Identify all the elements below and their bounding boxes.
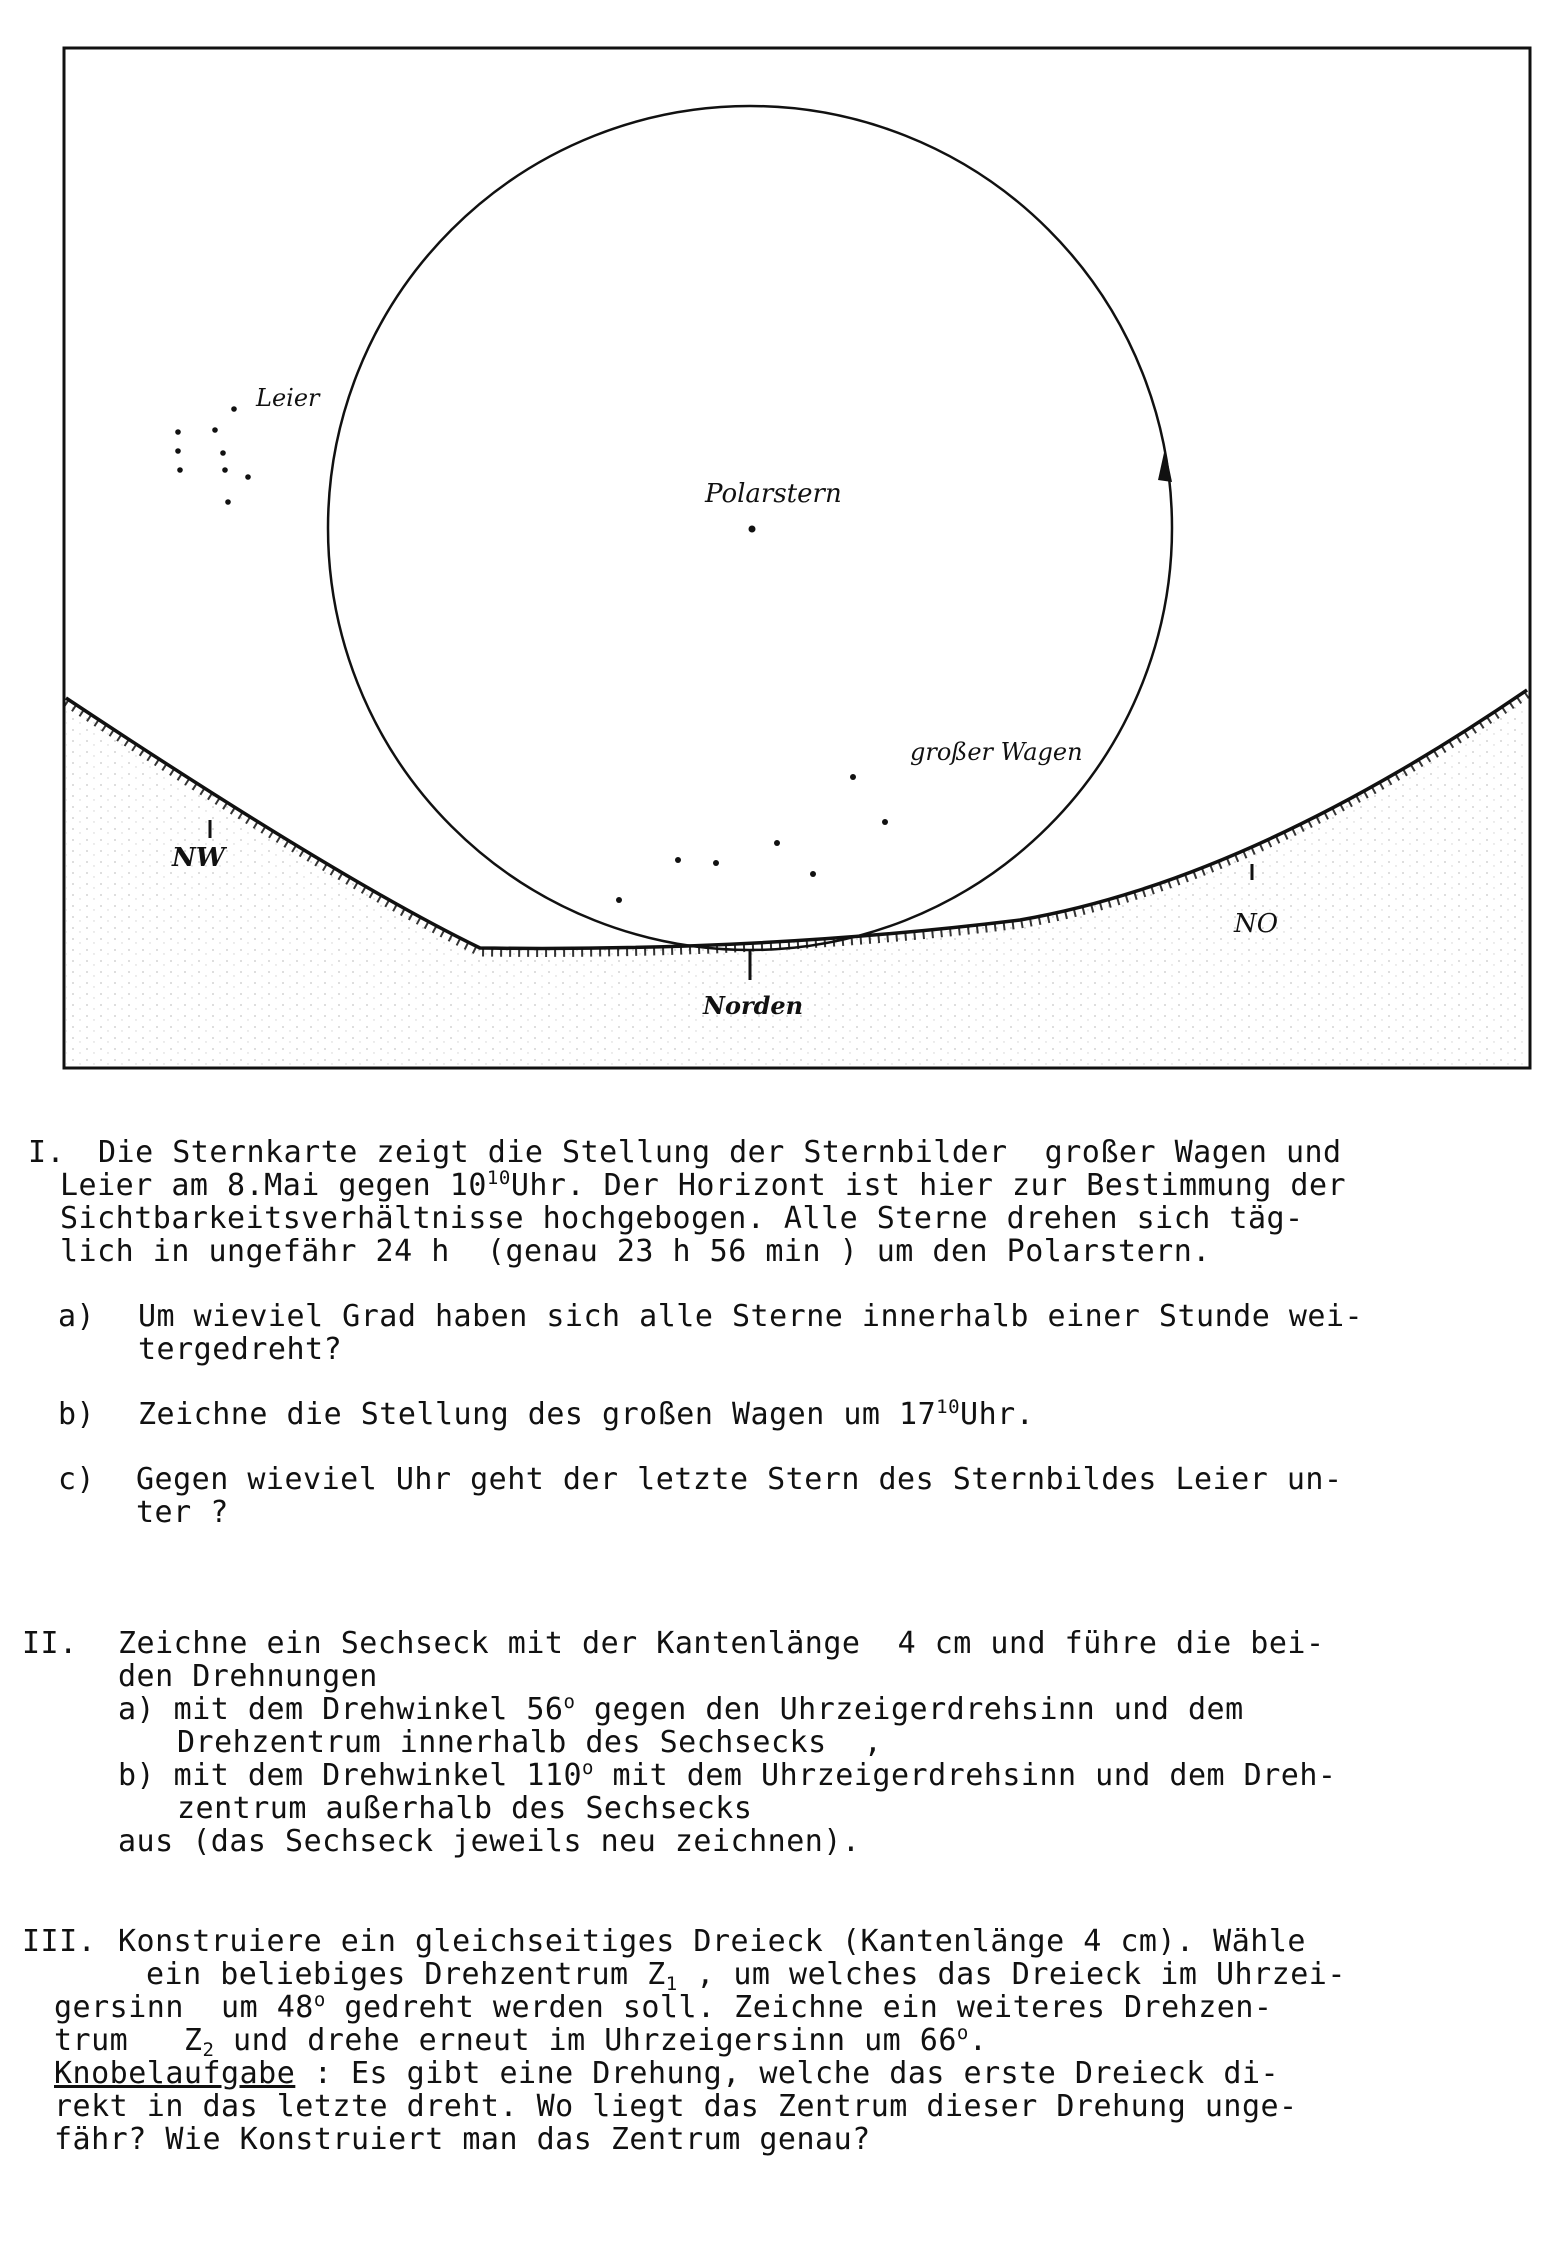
- star-chart: [0, 0, 1557, 1080]
- knobelaufgabe-heading: Knobelaufgabe: [54, 2056, 296, 2091]
- section-3-number: III.: [22, 1924, 97, 1959]
- no-label: NO: [1234, 909, 1279, 939]
- section-1-b-label: b): [58, 1397, 96, 1432]
- section-2-a-line-2: Drehzentrum innerhalb des Sechsecks ,: [177, 1725, 883, 1760]
- section-1-number: I.: [28, 1135, 66, 1170]
- section-1-c-line-2: ter ?: [136, 1495, 229, 1530]
- section-3-line-4: trum $Z_2$ und drehe erneut im Uhrzeigersinn um 66$^o$.: [54, 2022, 988, 2061]
- section-1-line-4: lich in ungefähr 24 h (genau 23 h 56 min ) um den Polarstern.: [60, 1234, 1211, 1269]
- section-3-line-2: ein beliebiges Drehzentrum $Z_1$ , um welches das Dreieck im Uhrzei-: [146, 1957, 1346, 1995]
- section-1-line-1: Die Sternkarte zeigt die Stellung der Sternbilder großer Wagen und: [98, 1135, 1342, 1170]
- section-2-line-2: den Drehnungen: [118, 1659, 378, 1694]
- grosser-wagen-label: großer Wagen: [910, 738, 1083, 766]
- nw-label: NW: [172, 843, 225, 873]
- polaris-star: [749, 526, 756, 533]
- section-1-c-line-1: Gegen wieviel Uhr geht der letzte Stern des Sternbildes Leier un-: [136, 1462, 1343, 1497]
- section-1-c-label: c): [58, 1462, 96, 1497]
- section-3-line-5: Knobelaufgabe : Es gibt eine Drehung, welche das erste Dreieck di-: [54, 2056, 1280, 2091]
- section-3-line-3: gersinn um 48$^o$ gedreht werden soll. Zeichne ein weiteres Drehzen-: [54, 1989, 1273, 2025]
- section-3-line-7: fähr? Wie Konstruiert man das Zentrum genau?: [54, 2122, 871, 2157]
- polaris-label: Polarstern: [705, 479, 842, 509]
- rotation-arrow-icon: [1158, 448, 1172, 482]
- section-2-line-1: Zeichne ein Sechseck mit der Kantenlänge 4 cm und führe die bei-: [118, 1626, 1325, 1661]
- leier-label: Leier: [256, 384, 320, 412]
- section-1-a-label: a): [58, 1299, 96, 1334]
- section-1-a-line-2: tergedreht?: [138, 1332, 343, 1367]
- grosser-wagen-constellation: [616, 774, 888, 903]
- section-2-end: aus (das Sechseck jeweils neu zeichnen).: [118, 1824, 861, 1859]
- norden-label: Norden: [703, 991, 804, 1020]
- section-3-line-6: rekt in das letzte dreht. Wo liegt das Zentrum dieser Drehung unge-: [54, 2089, 1298, 2124]
- section-2-a-line-1: a) mit dem Drehwinkel 56$^o$ gegen den Uhrzeigerdrehsinn und dem: [118, 1691, 1244, 1727]
- section-1-line-3: Sichtbarkeitsverhältnisse hochgebogen. Alle Sterne drehen sich täg-: [60, 1201, 1304, 1236]
- section-2-number: II.: [22, 1626, 78, 1661]
- section-1-line-2: Leier am 8.Mai gegen $10^{10}Uhr$. Der Horizont ist hier zur Bestimmung der: [60, 1167, 1347, 1203]
- leier-constellation: [175, 406, 251, 505]
- section-1-a-line-1: Um wieviel Grad haben sich alle Sterne innerhalb einer Stunde wei-: [138, 1299, 1364, 1334]
- section-2-b-line-1: b) mit dem Drehwinkel 110$^o$ mit dem Uhrzeigerdrehsinn und dem Dreh-: [118, 1757, 1337, 1793]
- section-1-time-sup: 10: [486, 1167, 511, 1189]
- section-2-b-line-2: zentrum außerhalb des Sechsecks: [177, 1791, 753, 1826]
- section-3-line-1: Konstruiere ein gleichseitiges Dreieck (Kantenlänge 4 cm). Wähle: [118, 1924, 1306, 1959]
- section-1-b-line: Zeichne die Stellung des großen Wagen um $17^{10}Uhr$.: [138, 1396, 1035, 1432]
